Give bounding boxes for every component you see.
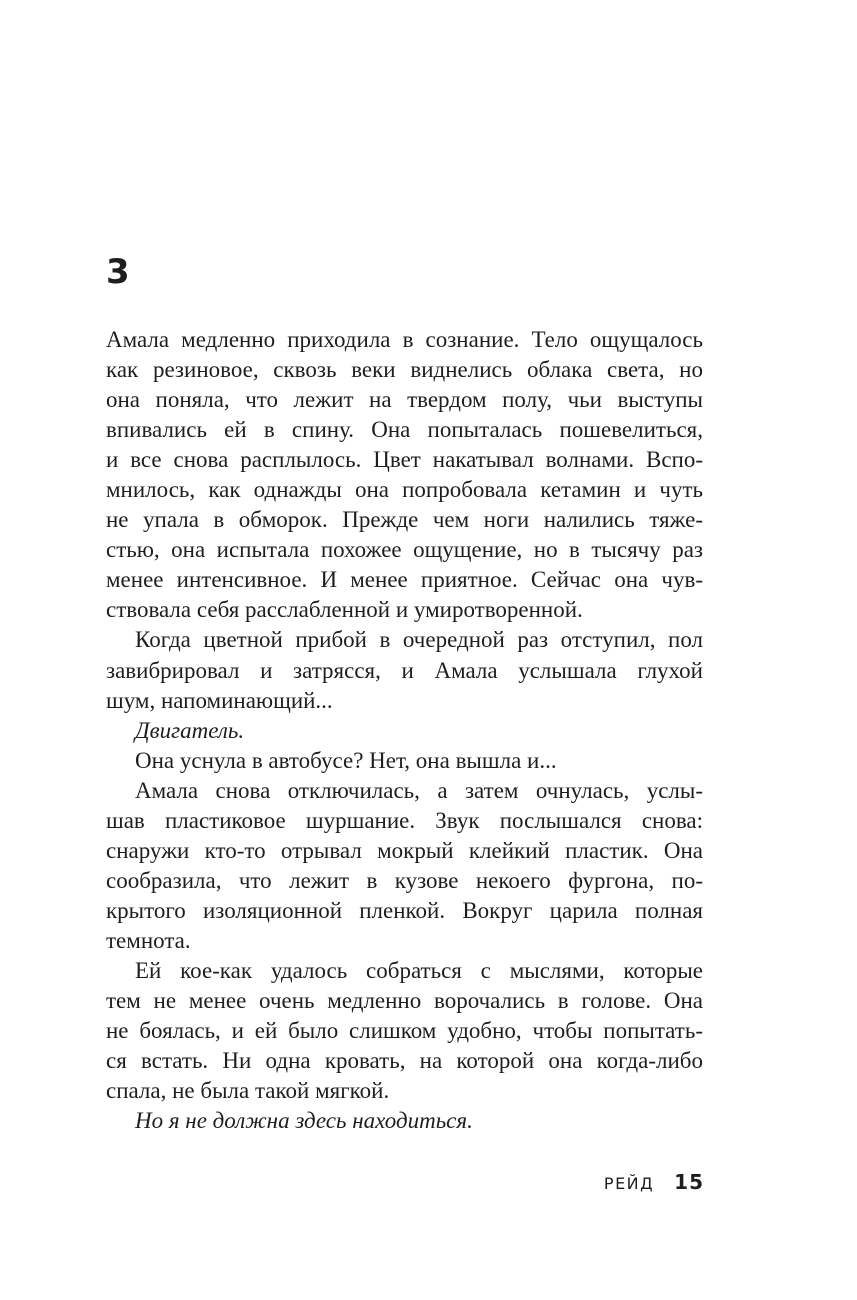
text-line: мнилось, как однажды она попробовала кетамин и чуть xyxy=(106,477,703,503)
text-line: не боялась, и ей было слишком удобно, чтобы попытать- xyxy=(106,1018,703,1044)
text-line: Она уснула в автобусе? Нет, она вышла и... xyxy=(135,747,557,773)
text-line: крытого изоляционной пленкой. Вокруг царила полная xyxy=(106,897,703,923)
text-line: шав пластиковое шуршание. Звук послышался снова: xyxy=(106,807,703,833)
text-line: снаружи кто-то отрывал мокрый клейкий пластик. Она xyxy=(106,837,703,863)
italic-line: Но я не должна здесь находиться. xyxy=(135,1108,473,1134)
text-line: ся встать. Ни одна кровать, на которой она когда-либо xyxy=(106,1048,703,1074)
paragraph-3 xyxy=(106,716,703,746)
text-line: спала, не была такой мягкой. xyxy=(106,1078,390,1104)
text-line: Амала медленно приходила в сознание. Тело ощущалось xyxy=(106,327,703,352)
text-line: сообразила, что лежит в кузове некоего фургона, по- xyxy=(106,867,703,893)
text-line: шум, напоминающий... xyxy=(106,687,333,713)
text-line: тем не менее очень медленно ворочались в голове. Она xyxy=(106,988,703,1014)
text-line: впивались ей в спину. Она попыталась пошевелиться, xyxy=(106,417,703,443)
paragraph-4 xyxy=(106,746,703,776)
page-number: 15 xyxy=(674,1170,704,1194)
text-line: ствовала себя расслабленной и умиротворенной. xyxy=(106,597,583,623)
text-line: Ей кое-как удалось собраться с мыслями, которые xyxy=(135,957,703,983)
italic-line: Двигатель. xyxy=(135,717,245,743)
text-line: завибрировал и затрясся, и Амала услышала глухой xyxy=(106,657,703,683)
text-line: как резиновое, сквозь веки виднелись облака света, но xyxy=(106,357,703,383)
paragraph-7 xyxy=(106,1106,703,1136)
text-line: она поняла, что лежит на твердом полу, чьи выступы xyxy=(106,387,703,413)
running-head: РЕЙД xyxy=(603,1174,655,1193)
text-line: Когда цветной прибой в очередной раз отступил, пол xyxy=(135,627,703,653)
text-line: менее интенсивное. И менее приятное. Сейчас она чув- xyxy=(106,567,703,593)
text-line: и все снова расплылось. Цвет накатывал волнами. Вспо- xyxy=(106,447,703,473)
text-line: Амала снова отключилась, а затем очнулась, услы- xyxy=(135,777,703,803)
chapter-number: 3 xyxy=(106,252,130,292)
page-footer xyxy=(604,1172,704,1192)
paragraph-5 xyxy=(106,776,703,956)
paragraph-2 xyxy=(106,625,703,715)
body-text xyxy=(106,325,703,1136)
text-line: темнота. xyxy=(106,927,191,953)
text-line: не упала в обморок. Прежде чем ноги налились тяже- xyxy=(106,507,703,533)
text-line: стью, она испытала похожее ощущение, но в тысячу раз xyxy=(106,537,703,563)
paragraph-6 xyxy=(106,956,703,1106)
paragraph-1 xyxy=(106,325,703,625)
